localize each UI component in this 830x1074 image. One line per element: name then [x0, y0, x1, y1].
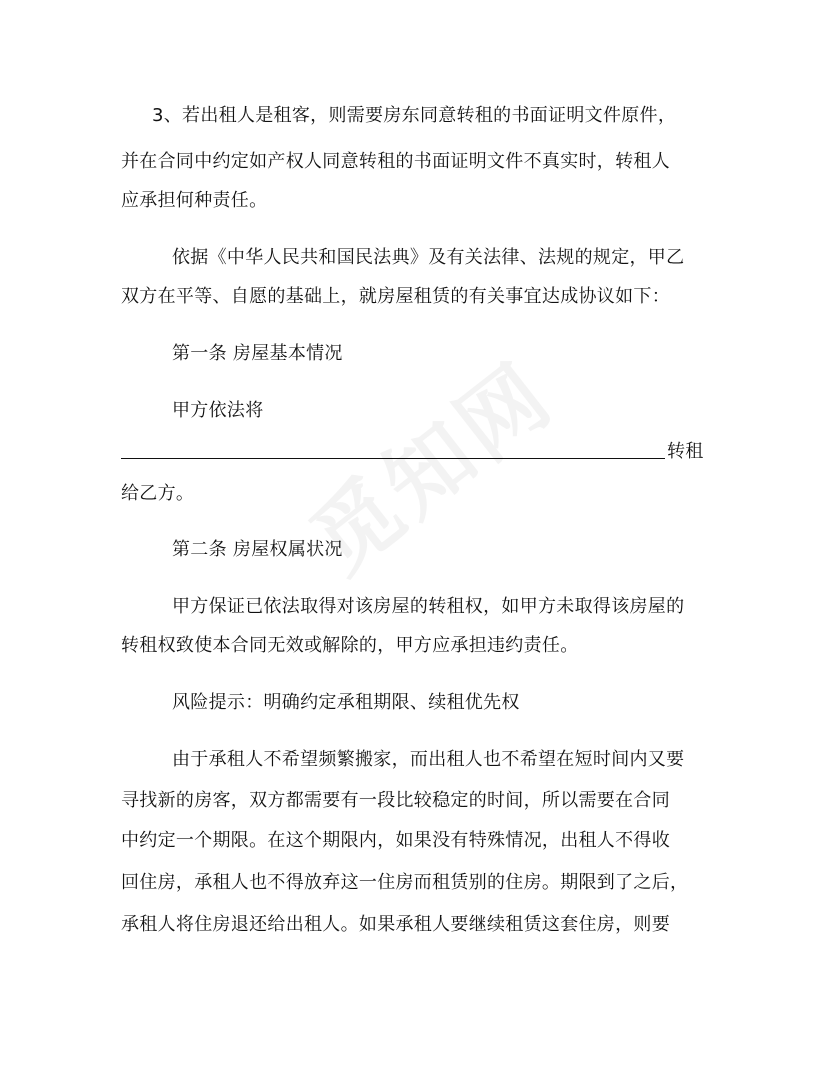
paragraph-line: 由于承租人不希望频繁搬家，而出租人也不希望在短时间内又要: [172, 749, 685, 770]
section-heading: 第二条 房屋权属状况: [172, 539, 343, 560]
paragraph-line: 转租: [667, 441, 704, 462]
paragraph-line: 3、若出租人是租客，则需要房东同意转租的书面证明文件原件，: [152, 105, 677, 126]
risk-tip-heading: 风险提示：明确约定承租期限、续租优先权: [172, 692, 520, 713]
paragraph-line: 回住房，承租人也不得放弃这一住房而租赁别的住房。期限到了之后，: [121, 872, 689, 893]
paragraph-line: 寻找新的房客，双方都需要有一段比较稳定的时间，所以需要在合同: [121, 790, 670, 811]
section-heading: 第一条 房屋基本情况: [172, 343, 343, 364]
paragraph-line: 中约定一个期限。在这个期限内，如果没有特殊情况，出租人不得收: [121, 830, 670, 851]
paragraph-line: 承租人将住房退还给出租人。如果承租人要继续租赁这套住房，则要: [121, 914, 670, 935]
paragraph-line: 并在合同中约定如产权人同意转租的书面证明文件不真实时，转租人: [121, 151, 670, 172]
fill-in-blank: [121, 458, 665, 459]
paragraph-line: 给乙方。: [121, 483, 195, 504]
watermark: 觅知网: [293, 343, 573, 593]
paragraph-line: 转租权致使本合同无效或解除的，甲方应承担违约责任。: [121, 635, 579, 656]
paragraph-line: 应承担何种责任。: [121, 190, 268, 211]
paragraph-line: 甲方依法将: [172, 400, 264, 421]
paragraph-line: 依据《中华人民共和国民法典》及有关法律、法规的规定，甲乙: [172, 247, 685, 268]
paragraph-line: 双方在平等、自愿的基础上，就房屋租赁的有关事宜达成协议如下：: [121, 286, 670, 307]
paragraph-line: 甲方保证已依法取得对该房屋的转租权，如甲方未取得该房屋的: [172, 596, 685, 617]
